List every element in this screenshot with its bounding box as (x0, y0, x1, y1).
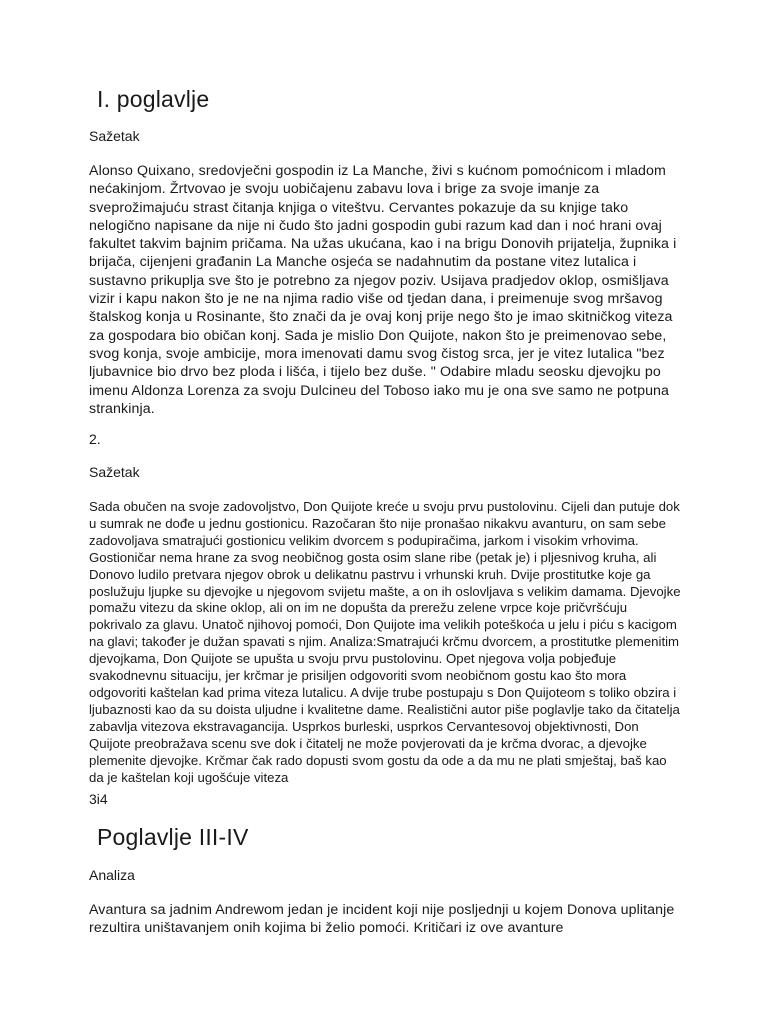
chapter-3-4-heading: Poglavlje III-IV (97, 824, 249, 850)
chapter-3-4-analysis-label: Analiza (89, 867, 135, 883)
chapter-2-body: Sada obučen na svoje zadovoljstvo, Don Quijote kreće u svoju prvu pustolovinu. Cijeli dan putuje dok u sumrak ne dođe u jednu gostionicu. Razočaran što nije pronašao nikakvu avanturu, on sam sebe zadovoljava smatrajući gostionicu velikim dvorcem s podupiračima, jarkom i visokim vrhovima. Gostioničar nema hrane za svog neobičnog gosta osim slane ribe (petak je) i pljesnivog kruha, ali Donovo ludilo pretvara njegov obrok u delikatnu pastrvu i vrhunski kruh. Dvije prostitutke koje ga poslužuju ljupke su djevojke u njegovom svijetu mašte, a on ih oslovljava s velikim damama. Djevojke pomažu vitezu da skine oklop, ali on im ne dopušta da prerežu zelene vrpce koje pričvršćuju pokrivalo za glavu. Unatoč njihovoj pomoći, Don Quijote ima velikih poteškoća u jelu i piću s kacigom na glavi; također je dužan spavati s njim. Analiza:Smatrajući krčmu dvorcem, a prostitutke plemenitim djevojkama, Don Quijote se upušta u svoju prvu pustolovinu. Opet njegova volja pobjeđuje svakodnevnu situaciju, jer krčmar je prisiljen odgovoriti svom neobičnom gostu kao što mora odgovoriti kaštelan kad prima viteza lutalicu. A dvije trube postupaju s Don Quijoteom s toliko obzira i ljubaznosti kao da su doista uljudne i kvalitetne dame. Realistični autor piše poglavlje tako da čitatelja zabavlja vitezova ekstravagancija. Usprkos burleski, usprkos Cervantesovoj objektivnosti, Don Quijote preobražava scenu sve dok i čitatelj ne može povjerovati da je krčma dvorac, a djevojke plemenite djevojke. Krčmar čak rado dopusti svom gostu da ode a da mu ne plati smještaj, baš kao da je kaštelan koji ugošćuje viteza (89, 499, 681, 785)
chapter-1-heading: I. poglavlje (97, 86, 210, 112)
chapter-2-summary-label: Sažetak (89, 464, 140, 480)
chapter-3-4-number: 3i4 (89, 791, 108, 807)
chapter-1-body: Alonso Quixano, sredovječni gospodin iz La Manche, živi s kućnom pomoćnicom i mladom nećakinjom. Žrtvovao je svoju uobičajenu zabavu lova i brige za svoje imanje za sveprožimajuću strast čitanja knjiga o viteštvu. Cervantes pokazuje da su knjige tako nelogično napisane da nije ni čudo što jadni gospodin gubi razum kad dan i noć hrani ovaj fakultet takvim bajnim pričama. Na užas ukućana, kao i na brigu Donovih prijatelja, župnika i brijača, cijenjeni građanin La Manche osjeća se nadahnutim da postane vitez lutalica i sustavno prikuplja sve što je potrebno za njegov poziv. Usijava pradjedov oklop, osmišljava vizir i kapu nakon što je ne na njima radio više od tjedan dana, i preimenuje svog mršavog štalskog konja u Rosinante, što znači da je ovaj konj prije nego što je imao skitničkog viteza za gospodara bio običan konj. Sada je mislio Don Quijote, nakon što je preimenovao sebe, svog konja, svoje ambicije, mora imenovati damu svog čistog srca, jer je vitez lutalica "bez ljubavnice bio drvo bez ploda i lišća, i tijelo bez duše. " Odabire mladu seosku djevojku po imenu Aldonza Lorenza za svoju Dulcineu del Toboso iako mu je ona sve samo ne potpuna strankinja. (89, 163, 677, 417)
chapter-2-number: 2. (89, 431, 101, 447)
chapter-3-4-body: Avantura sa jadnim Andrewom jedan je incident koji nije posljednji u kojem Donova uplitanje rezultira uništavanjem onih kojima bi želio pomoći. Kritičari iz ove avanture (89, 902, 675, 937)
chapter-1-summary-label: Sažetak (89, 128, 140, 144)
